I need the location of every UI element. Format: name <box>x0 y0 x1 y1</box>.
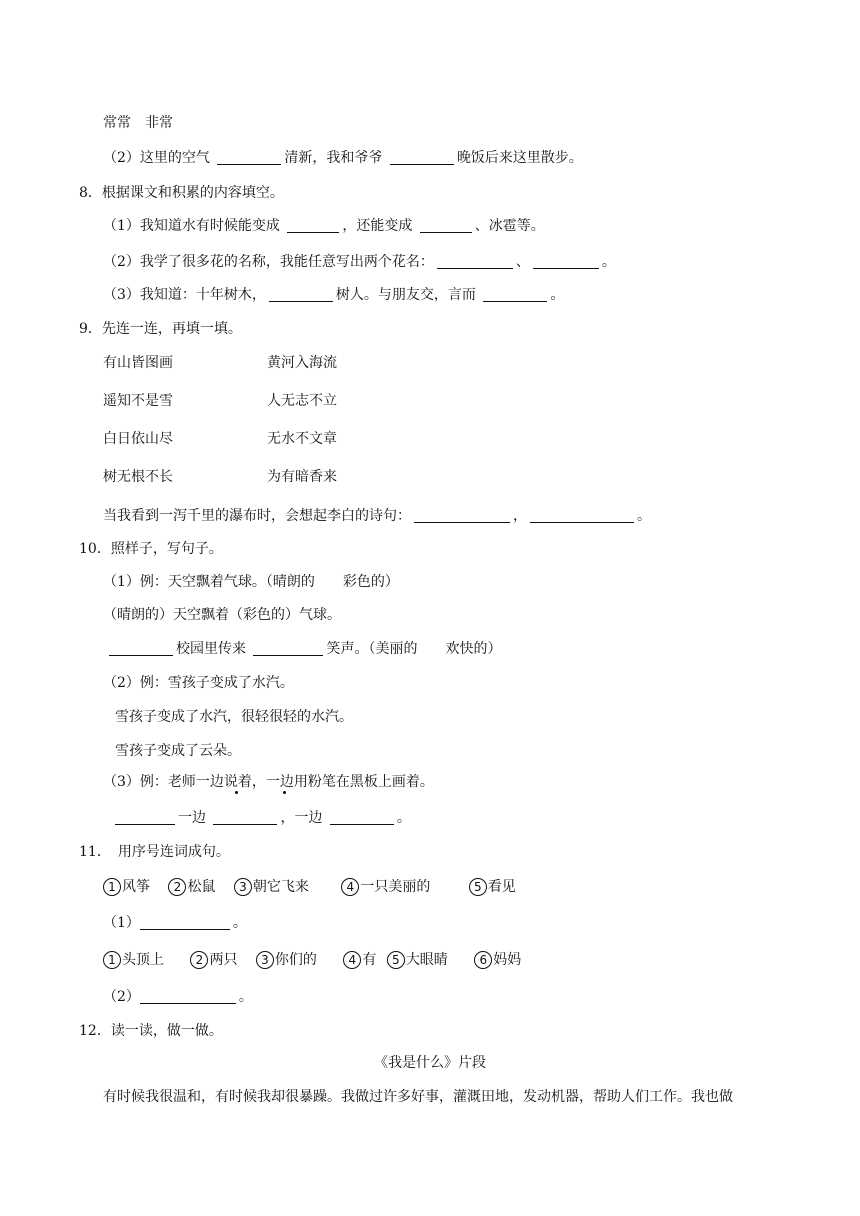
answer-blank[interactable] <box>390 150 454 165</box>
q10-fill-3: 一边 ，一边 。 <box>115 809 411 827</box>
q10-example-3: （3）例：老师一边说着，一边用粉笔在黑板上画着。 <box>103 774 434 790</box>
q9-right-item[interactable]: 黄河入海流 <box>267 355 337 371</box>
q11-answer-1: （1） 。 <box>103 915 247 931</box>
q10-title: 10．照样子，写句子。 <box>79 541 223 557</box>
q10-example-1: （1）例：天空飘着气球。（晴朗的 彩色的） <box>103 574 399 590</box>
answer-blank[interactable] <box>217 150 281 165</box>
q10-example-2-answer: 雪孩子变成了水汽，很轻很轻的水汽。 <box>115 709 353 725</box>
word-option: 3 你们的 <box>256 951 317 969</box>
q10-example-2: （2）例：雪孩子变成了水汽。 <box>103 675 294 691</box>
q8-title: 8．根据课文和积累的内容填空。 <box>79 185 284 201</box>
q10-example-1-answer: （晴朗的）天空飘着（彩色的）气球。 <box>103 607 341 623</box>
q8-sentence-3: （3）我知道：十年树木， 树人。与朋友交，言而 。 <box>103 287 565 303</box>
q9-left-item[interactable]: 遥知不是雪 <box>103 393 173 409</box>
q9-poem-fill: 当我看到一泻千里的瀑布时，会想起李白的诗句： ， 。 <box>103 508 651 524</box>
answer-blank[interactable] <box>414 508 510 523</box>
word-option: 1 头顶上 <box>103 951 164 969</box>
q9-right-item[interactable]: 无水不文章 <box>267 431 337 447</box>
q9-left-item[interactable]: 白日依山尽 <box>103 431 173 447</box>
word-option: 5 看见 <box>469 878 516 896</box>
q11-word-group-2 <box>103 951 535 969</box>
q12-passage-text: 有时候我很温和，有时候我却很暴躁。我做过许多好事，灌溉田地，发动机器，帮助人们工作。我也做 <box>103 1089 733 1105</box>
q12-passage-title: 《我是什么》片段 <box>374 1055 486 1071</box>
answer-blank[interactable] <box>253 641 323 656</box>
answer-blank[interactable] <box>483 287 547 302</box>
answer-blank[interactable] <box>109 641 173 656</box>
q8-sentence-2: （2）我学了很多花的名称，我能任意写出两个花名： 、 。 <box>103 254 616 270</box>
q9-right-item[interactable]: 为有暗香来 <box>267 469 337 485</box>
q9-title: 9．先连一连，再填一填。 <box>79 321 242 337</box>
answer-blank[interactable] <box>437 254 513 269</box>
word-option: 6 妈妈 <box>474 951 521 969</box>
q9-left-item[interactable]: 有山皆图画 <box>103 355 173 371</box>
q7-sentence-2: （2）这里的空气 清新，我和爷爷 晚饭后来这里散步。 <box>103 150 583 166</box>
emphasis-dot <box>283 791 286 794</box>
word-option: 1 风筝 <box>103 878 150 896</box>
answer-blank[interactable] <box>530 508 634 523</box>
answer-blank[interactable] <box>420 218 472 233</box>
q9-left-item[interactable]: 树无根不长 <box>103 469 173 485</box>
answer-blank[interactable] <box>533 254 599 269</box>
answer-blank[interactable] <box>140 915 230 930</box>
answer-blank[interactable] <box>287 218 339 233</box>
word-option: 4 有 <box>343 951 376 969</box>
answer-blank[interactable] <box>140 989 236 1004</box>
q11-title: 11． 用序号连词成句。 <box>79 844 230 860</box>
answer-blank[interactable] <box>269 287 333 302</box>
q10-example-2-task: 雪孩子变成了云朵。 <box>115 743 241 759</box>
word-option: 5 大眼睛 <box>387 951 448 969</box>
emphasis-dot <box>235 791 238 794</box>
q12-title: 12．读一读，做一做。 <box>79 1023 223 1039</box>
word-option: 2 两只 <box>190 951 237 969</box>
word-option: 2 松鼠 <box>168 878 215 896</box>
word-option: 4 一只美丽的 <box>341 878 430 896</box>
q10-fill-1: 校园里传来 笑声。（美丽的 欢快的） <box>109 640 501 658</box>
q11-answer-2: （2） 。 <box>103 989 253 1005</box>
q11-word-group-1 <box>103 878 530 896</box>
answer-blank[interactable] <box>115 810 175 825</box>
answer-blank[interactable] <box>213 810 277 825</box>
answer-blank[interactable] <box>330 810 394 825</box>
q8-sentence-1: （1）我知道水有时候能变成 ，还能变成 、冰雹等。 <box>103 218 545 234</box>
q9-right-item[interactable]: 人无志不立 <box>267 393 337 409</box>
q7-word-options: 常常 非常 <box>103 115 173 131</box>
word-option: 3 朝它飞来 <box>234 878 309 896</box>
